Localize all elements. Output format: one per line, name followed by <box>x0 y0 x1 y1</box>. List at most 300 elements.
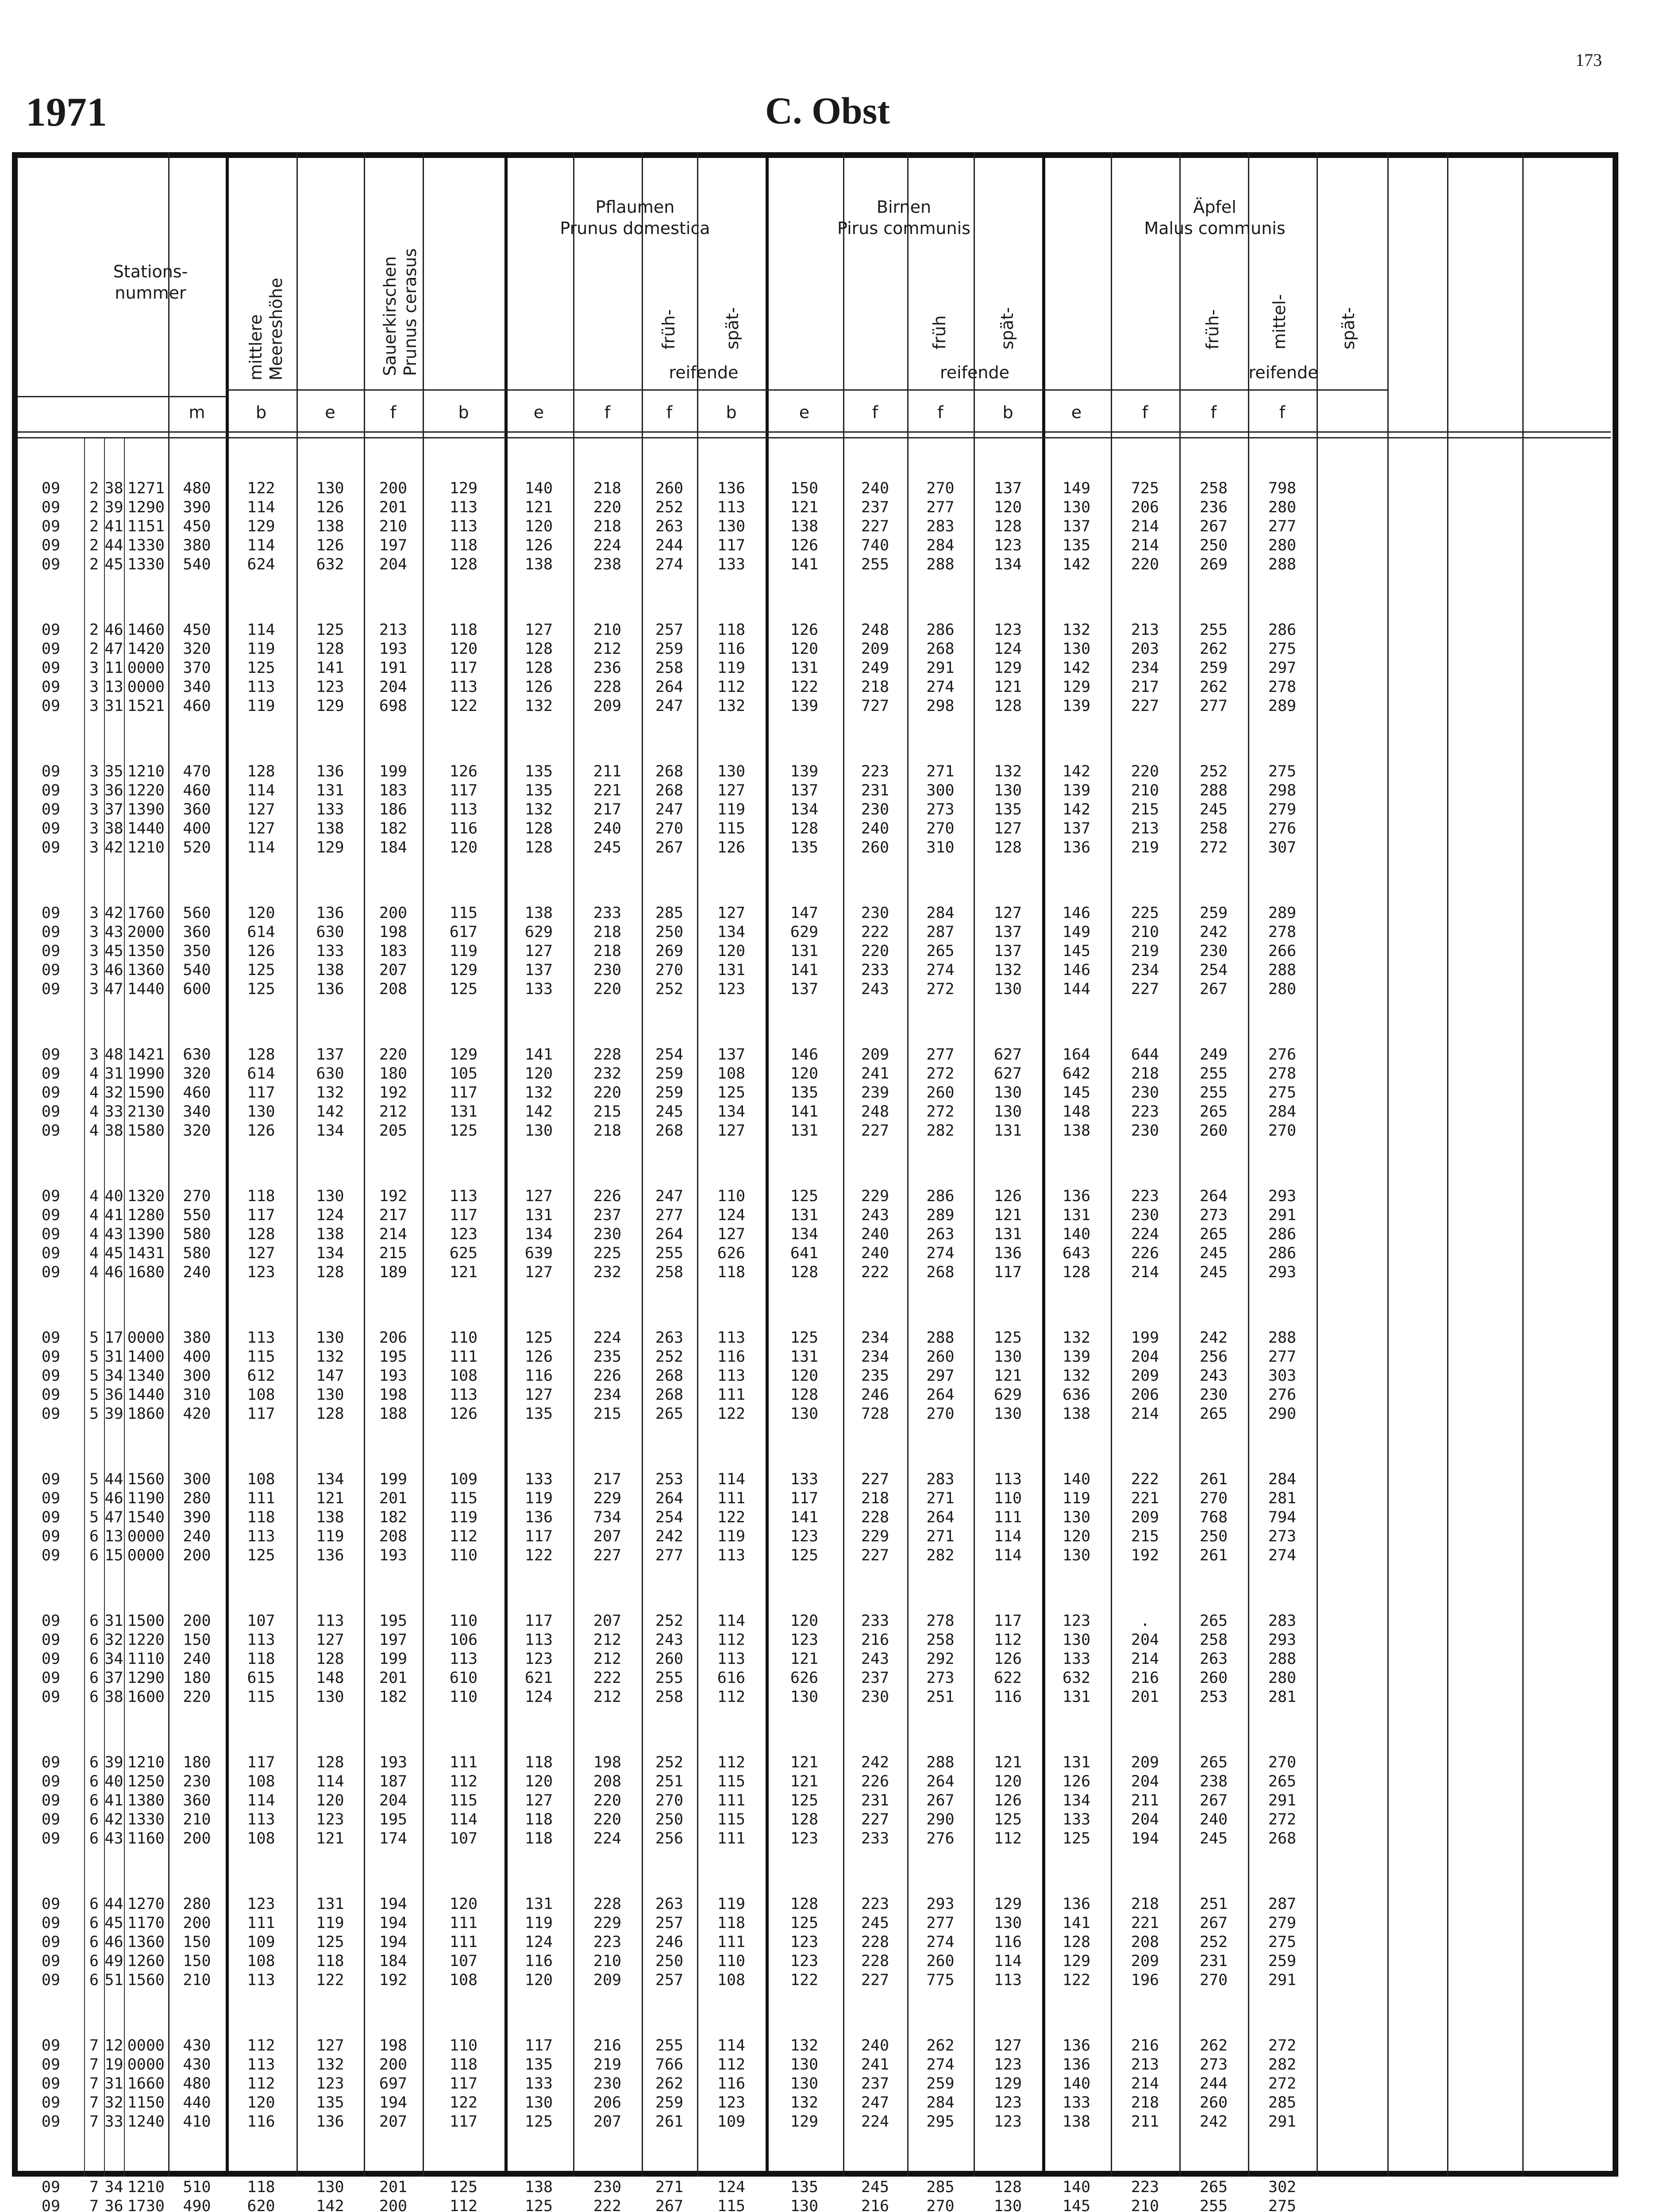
table-cell: 200 <box>183 1547 211 1564</box>
table-cell: 144 <box>1062 980 1091 998</box>
table-cell: 262 <box>1199 2037 1228 2055</box>
table-cell: 120 <box>790 1065 819 1083</box>
table-cell: 220 <box>861 942 889 960</box>
table-row <box>0 659 1593 678</box>
table-cell: 450 <box>183 621 211 639</box>
table-cell: 5 <box>89 1405 99 1423</box>
table-cell: 614 <box>247 1065 275 1083</box>
table-cell: 109 <box>247 1933 275 1951</box>
table-cell: 580 <box>183 1244 211 1262</box>
table-cell: 284 <box>926 904 955 922</box>
table-cell: 252 <box>655 1612 684 1630</box>
table-cell: 09 <box>41 1046 61 1064</box>
table-cell: 09 <box>41 1187 61 1205</box>
table-cell: 272 <box>1268 1811 1297 1828</box>
table-cell: 113 <box>717 1329 746 1347</box>
table-cell: 09 <box>41 980 61 998</box>
table-cell: 400 <box>183 1348 211 1366</box>
table-cell: 117 <box>247 1754 275 1771</box>
table-cell: 199 <box>379 1650 408 1668</box>
table-cell: 137 <box>993 480 1022 497</box>
table-cell: 117 <box>524 1528 553 1545</box>
table-cell: 124 <box>717 2178 746 2196</box>
table-row <box>0 1045 1593 1064</box>
table-row <box>0 781 1593 800</box>
table-cell: 111 <box>717 1933 746 1951</box>
table-cell: 360 <box>183 1792 211 1809</box>
table-cell: 09 <box>41 2197 61 2212</box>
table-cell: 126 <box>993 1792 1022 1809</box>
table-cell: 622 <box>993 1669 1022 1687</box>
table-cell: 266 <box>1268 942 1297 960</box>
table-cell: 510 <box>183 2178 211 2196</box>
table-cell: 120 <box>524 1065 553 1083</box>
table-cell: 6 <box>89 1754 99 1771</box>
table-cell: 0000 <box>127 1329 165 1347</box>
table-cell: 107 <box>449 1830 478 1847</box>
table-cell: 112 <box>717 1631 746 1649</box>
table-cell: 253 <box>1199 1688 1228 1706</box>
table-cell: 230 <box>593 1225 622 1243</box>
table-cell: 09 <box>41 1811 61 1828</box>
table-cell: 390 <box>183 1509 211 1526</box>
table-cell: 45 <box>104 1244 123 1262</box>
table-cell: 114 <box>993 1528 1022 1545</box>
table-cell: 204 <box>1131 1348 1159 1366</box>
table-cell: 233 <box>861 1830 889 1847</box>
table-cell: 286 <box>1268 621 1297 639</box>
table-cell: 281 <box>1268 1490 1297 1507</box>
table-cell: 2130 <box>127 1103 165 1121</box>
table-cell: 248 <box>861 621 889 639</box>
table-cell: 291 <box>926 659 955 677</box>
table-cell: 252 <box>1199 1933 1228 1951</box>
table-cell: 267 <box>1199 1914 1228 1932</box>
table-cell: 124 <box>316 1206 344 1224</box>
table-cell: 134 <box>316 1471 344 1488</box>
table-cell: 277 <box>1199 697 1228 715</box>
table-cell: 250 <box>655 923 684 941</box>
table-cell: 187 <box>379 1773 408 1790</box>
table-cell: 210 <box>1131 782 1159 799</box>
table-row <box>0 2036 1593 2055</box>
table-cell: 09 <box>41 678 61 696</box>
table-cell: 130 <box>1062 1509 1091 1526</box>
table-cell: 113 <box>717 1547 746 1564</box>
table-cell: 256 <box>655 1830 684 1847</box>
table-cell: 134 <box>1062 1792 1091 1809</box>
apples-late-label: spät- <box>1339 307 1358 349</box>
table-row <box>0 2112 1593 2131</box>
table-cell: 142 <box>524 1103 553 1121</box>
table-cell: 210 <box>379 518 408 535</box>
table-row <box>0 640 1593 659</box>
table-cell: 09 <box>41 1471 61 1488</box>
table-cell: 237 <box>861 1669 889 1687</box>
table-cell: 3 <box>89 980 99 998</box>
table-cell: 617 <box>449 923 478 941</box>
table-cell: 252 <box>1199 763 1228 780</box>
table-cell: 1250 <box>127 1773 165 1790</box>
table-cell: 288 <box>926 1754 955 1771</box>
table-cell: 125 <box>247 961 275 979</box>
table-cell: 620 <box>247 2197 275 2212</box>
table-row <box>0 904 1593 923</box>
table-cell: 233 <box>593 904 622 922</box>
table-cell: 291 <box>1268 1971 1297 1989</box>
table-cell: 231 <box>861 1792 889 1809</box>
table-cell: 123 <box>1062 1612 1091 1630</box>
table-row <box>0 678 1593 697</box>
table-cell: 127 <box>524 1187 553 1205</box>
table-cell: 4 <box>89 1225 99 1243</box>
table-cell: 125 <box>449 2178 478 2196</box>
table-cell: 193 <box>379 640 408 658</box>
table-cell: 277 <box>1268 1348 1297 1366</box>
table-cell: 293 <box>1268 1263 1297 1281</box>
table-cell: 124 <box>717 1206 746 1224</box>
table-cell: 209 <box>1131 1754 1159 1771</box>
table-row <box>0 1810 1593 1829</box>
table-cell: 128 <box>993 2178 1022 2196</box>
table-cell: 09 <box>41 763 61 780</box>
table-row <box>0 1121 1593 1141</box>
table-cell: 113 <box>247 1811 275 1828</box>
table-cell: 1860 <box>127 1405 165 1423</box>
table-cell: 123 <box>316 678 344 696</box>
table-cell: 3 <box>89 942 99 960</box>
table-cell: 734 <box>593 1509 622 1526</box>
table-cell: 4 <box>89 1103 99 1121</box>
table-cell: 644 <box>1131 1046 1159 1064</box>
table-cell: 119 <box>316 1528 344 1545</box>
table-cell: 127 <box>524 1263 553 1281</box>
table-cell: 627 <box>993 1046 1022 1064</box>
table-cell: 110 <box>449 1688 478 1706</box>
table-cell: 115 <box>717 1811 746 1828</box>
table-cell: 138 <box>524 904 553 922</box>
column-rule <box>226 152 229 2177</box>
table-cell: 136 <box>1062 1895 1091 1913</box>
table-cell: 3 <box>89 697 99 715</box>
table-cell: 134 <box>790 1225 819 1243</box>
table-row <box>0 2197 1593 2212</box>
table-row <box>0 1753 1593 1772</box>
table-cell: 5 <box>89 1471 99 1488</box>
table-cell: 117 <box>449 782 478 799</box>
table-cell: 298 <box>926 697 955 715</box>
table-cell: 139 <box>790 697 819 715</box>
table-cell: 120 <box>247 2094 275 2112</box>
table-cell: 249 <box>1199 1046 1228 1064</box>
table-cell: 42 <box>104 839 123 856</box>
table-cell: 624 <box>247 556 275 573</box>
table-cell: 13 <box>104 678 123 696</box>
table-cell: 206 <box>593 2094 622 2112</box>
table-cell: 118 <box>524 1754 553 1771</box>
table-cell: 249 <box>861 659 889 677</box>
table-cell: 252 <box>655 1348 684 1366</box>
table-cell: 121 <box>316 1490 344 1507</box>
table-cell: 138 <box>316 1225 344 1243</box>
table-cell: 115 <box>717 1773 746 1790</box>
table-cell: 131 <box>790 1206 819 1224</box>
table-cell: 128 <box>524 820 553 837</box>
unit-cell: m <box>189 403 205 422</box>
table-cell: 228 <box>861 1952 889 1970</box>
table-cell: 230 <box>1131 1122 1159 1140</box>
table-cell: 267 <box>655 2197 684 2212</box>
table-cell: 210 <box>183 1971 211 1989</box>
table-cell: 09 <box>41 1263 61 1281</box>
table-cell: 111 <box>449 1914 478 1932</box>
table-cell: 212 <box>379 1103 408 1121</box>
table-cell: 380 <box>183 1329 211 1347</box>
table-cell: 193 <box>379 1754 408 1771</box>
table-cell: 222 <box>593 2197 622 2212</box>
table-cell: 131 <box>524 1206 553 1224</box>
table-cell: 223 <box>593 1933 622 1951</box>
table-cell: 136 <box>316 763 344 780</box>
table-cell: 228 <box>861 1933 889 1951</box>
table-cell: 108 <box>247 1386 275 1404</box>
table-cell: 137 <box>1062 518 1091 535</box>
table-cell: 3 <box>89 961 99 979</box>
row-rule <box>226 389 1387 391</box>
table-cell: 273 <box>1268 1528 1297 1545</box>
header-apples: Äpfel Malus communis <box>1144 197 1286 238</box>
table-cell: 194 <box>379 1895 408 1913</box>
table-cell: 142 <box>316 1103 344 1121</box>
table-cell: 126 <box>449 763 478 780</box>
table-cell: 200 <box>183 1612 211 1630</box>
table-cell: 133 <box>524 980 553 998</box>
table-cell: 217 <box>593 1471 622 1488</box>
table-cell: 43 <box>104 1830 123 1847</box>
table-cell: 255 <box>1199 621 1228 639</box>
table-cell: 310 <box>183 1386 211 1404</box>
table-cell: 1440 <box>127 1386 165 1404</box>
table-cell: 698 <box>379 697 408 715</box>
table-cell: 130 <box>524 1122 553 1140</box>
table-cell: 123 <box>717 980 746 998</box>
table-cell: 289 <box>1268 904 1297 922</box>
table-cell: 265 <box>1199 1754 1228 1771</box>
table-cell: 280 <box>183 1895 211 1913</box>
table-cell: 277 <box>926 499 955 516</box>
table-cell: 642 <box>1062 1065 1091 1083</box>
table-cell: 288 <box>926 556 955 573</box>
table-cell: 1590 <box>127 1084 165 1102</box>
table-cell: 120 <box>790 640 819 658</box>
table-cell: 232 <box>593 1065 622 1083</box>
table-cell: 550 <box>183 1206 211 1224</box>
table-cell: 128 <box>790 1263 819 1281</box>
table-cell: 360 <box>183 923 211 941</box>
table-cell: 127 <box>247 1244 275 1262</box>
table-cell: 5 <box>89 1348 99 1366</box>
table-cell: 7 <box>89 2075 99 2093</box>
table-row <box>0 1688 1593 1707</box>
table-cell: 130 <box>993 1084 1022 1102</box>
table-cell: 225 <box>593 1244 622 1262</box>
table-cell: 136 <box>1062 839 1091 856</box>
table-cell: 191 <box>379 659 408 677</box>
table-cell: 113 <box>717 1367 746 1385</box>
table-cell: 320 <box>183 640 211 658</box>
table-cell: 126 <box>524 537 553 554</box>
table-row <box>0 1914 1593 1933</box>
table-cell: 123 <box>993 2113 1022 2131</box>
table-cell: 1421 <box>127 1046 165 1064</box>
table-cell: 636 <box>1062 1386 1091 1404</box>
table-cell: 38 <box>104 480 123 497</box>
table-cell: 119 <box>247 640 275 658</box>
table-cell: 184 <box>379 839 408 856</box>
unit-cell: f <box>666 403 673 422</box>
table-cell: 134 <box>316 1122 344 1140</box>
table-cell: 276 <box>1268 1386 1297 1404</box>
table-cell: 228 <box>861 1509 889 1526</box>
table-cell: 5 <box>89 1329 99 1347</box>
table-cell: 245 <box>593 839 622 856</box>
table-row <box>0 838 1593 857</box>
table-cell: 124 <box>993 640 1022 658</box>
table-cell: 113 <box>247 1631 275 1649</box>
table-cell: 1360 <box>127 961 165 979</box>
table-cell: 136 <box>1062 1187 1091 1205</box>
table-cell: 258 <box>926 1631 955 1649</box>
table-cell: 220 <box>593 1811 622 1828</box>
table-cell: 210 <box>1131 923 1159 941</box>
table-cell: 140 <box>1062 1471 1091 1488</box>
table-cell: 118 <box>449 621 478 639</box>
table-cell: 150 <box>790 480 819 497</box>
apples-reifende-label: reifende <box>1248 363 1318 382</box>
table-cell: 130 <box>1062 1547 1091 1564</box>
table-cell: 285 <box>1268 2094 1297 2112</box>
table-cell: 233 <box>861 1612 889 1630</box>
table-cell: 460 <box>183 782 211 799</box>
table-cell: 1730 <box>127 2197 165 2212</box>
table-cell: 37 <box>104 1669 123 1687</box>
table-cell: 128 <box>790 1811 819 1828</box>
table-cell: 240 <box>861 1225 889 1243</box>
table-cell: 226 <box>861 1773 889 1790</box>
table-cell: 113 <box>717 499 746 516</box>
table-cell: 7 <box>89 2094 99 2112</box>
table-cell: 1540 <box>127 1509 165 1526</box>
table-cell: 632 <box>1062 1669 1091 1687</box>
table-cell: 42 <box>104 904 123 922</box>
table-cell: 293 <box>1268 1187 1297 1205</box>
table-cell: 36 <box>104 1386 123 1404</box>
table-cell: 130 <box>316 2178 344 2196</box>
table-row <box>0 1206 1593 1225</box>
pears-early-label: früh <box>930 315 949 349</box>
table-cell: 135 <box>524 763 553 780</box>
table-cell: 182 <box>379 1688 408 1706</box>
column-rule <box>504 152 508 2177</box>
table-cell: 275 <box>1268 1933 1297 1951</box>
table-cell: 278 <box>1268 678 1297 696</box>
table-cell: 244 <box>655 537 684 554</box>
table-cell: 09 <box>41 923 61 941</box>
table-cell: 127 <box>993 2037 1022 2055</box>
table-cell: 223 <box>861 1895 889 1913</box>
table-cell: 114 <box>247 537 275 554</box>
table-row <box>0 819 1593 838</box>
table-cell: 1560 <box>127 1471 165 1488</box>
table-cell: 450 <box>183 518 211 535</box>
table-cell: 125 <box>316 1933 344 1951</box>
table-cell: 13 <box>104 1528 123 1545</box>
table-cell: 147 <box>790 904 819 922</box>
table-cell: 09 <box>41 1225 61 1243</box>
table-cell: 31 <box>104 1612 123 1630</box>
table-cell: 264 <box>926 1773 955 1790</box>
table-cell: 284 <box>926 537 955 554</box>
column-rule <box>974 152 975 2177</box>
table-cell: 237 <box>593 1206 622 1224</box>
table-cell: 5 <box>89 1386 99 1404</box>
table-cell: 460 <box>183 1084 211 1102</box>
table-cell: 265 <box>1199 2178 1228 2196</box>
table-cell: 234 <box>861 1348 889 1366</box>
table-cell: 110 <box>449 1329 478 1347</box>
table-cell: 142 <box>1062 556 1091 573</box>
table-cell: 360 <box>183 801 211 818</box>
table-cell: 130 <box>993 1103 1022 1121</box>
table-cell: 6 <box>89 1547 99 1564</box>
table-cell: 211 <box>1131 2113 1159 2131</box>
table-cell: 146 <box>1062 904 1091 922</box>
table-cell: 33 <box>104 1103 123 1121</box>
table-cell: 201 <box>379 2178 408 2196</box>
table-cell: 129 <box>247 518 275 535</box>
table-cell: 204 <box>379 1792 408 1809</box>
table-cell: 625 <box>449 1244 478 1262</box>
table-cell: 238 <box>593 556 622 573</box>
table-cell: 136 <box>316 2113 344 2131</box>
table-cell: 113 <box>449 678 478 696</box>
table-cell: 134 <box>316 1244 344 1262</box>
table-cell: 261 <box>655 2113 684 2131</box>
table-cell: 113 <box>993 1471 1022 1488</box>
table-cell: 133 <box>1062 2094 1091 2112</box>
table-cell: 120 <box>717 942 746 960</box>
table-cell: 141 <box>1062 1914 1091 1932</box>
table-cell: 120 <box>524 1971 553 1989</box>
table-cell: 6 <box>89 1792 99 1809</box>
table-cell: 291 <box>1268 1206 1297 1224</box>
row-rule <box>18 431 1611 433</box>
table-cell: 254 <box>655 1046 684 1064</box>
table-row <box>0 1244 1593 1263</box>
table-cell: 183 <box>379 782 408 799</box>
table-cell: 230 <box>1199 1386 1228 1404</box>
table-cell: 121 <box>449 1263 478 1281</box>
table-cell: 133 <box>717 556 746 573</box>
table-cell: 206 <box>1131 499 1159 516</box>
table-cell: 127 <box>524 1792 553 1809</box>
table-cell: 126 <box>524 1348 553 1366</box>
unit-cell: e <box>1071 403 1082 422</box>
table-cell: 1440 <box>127 980 165 998</box>
table-cell: 540 <box>183 556 211 573</box>
table-cell: 257 <box>655 621 684 639</box>
table-cell: 131 <box>524 1895 553 1913</box>
